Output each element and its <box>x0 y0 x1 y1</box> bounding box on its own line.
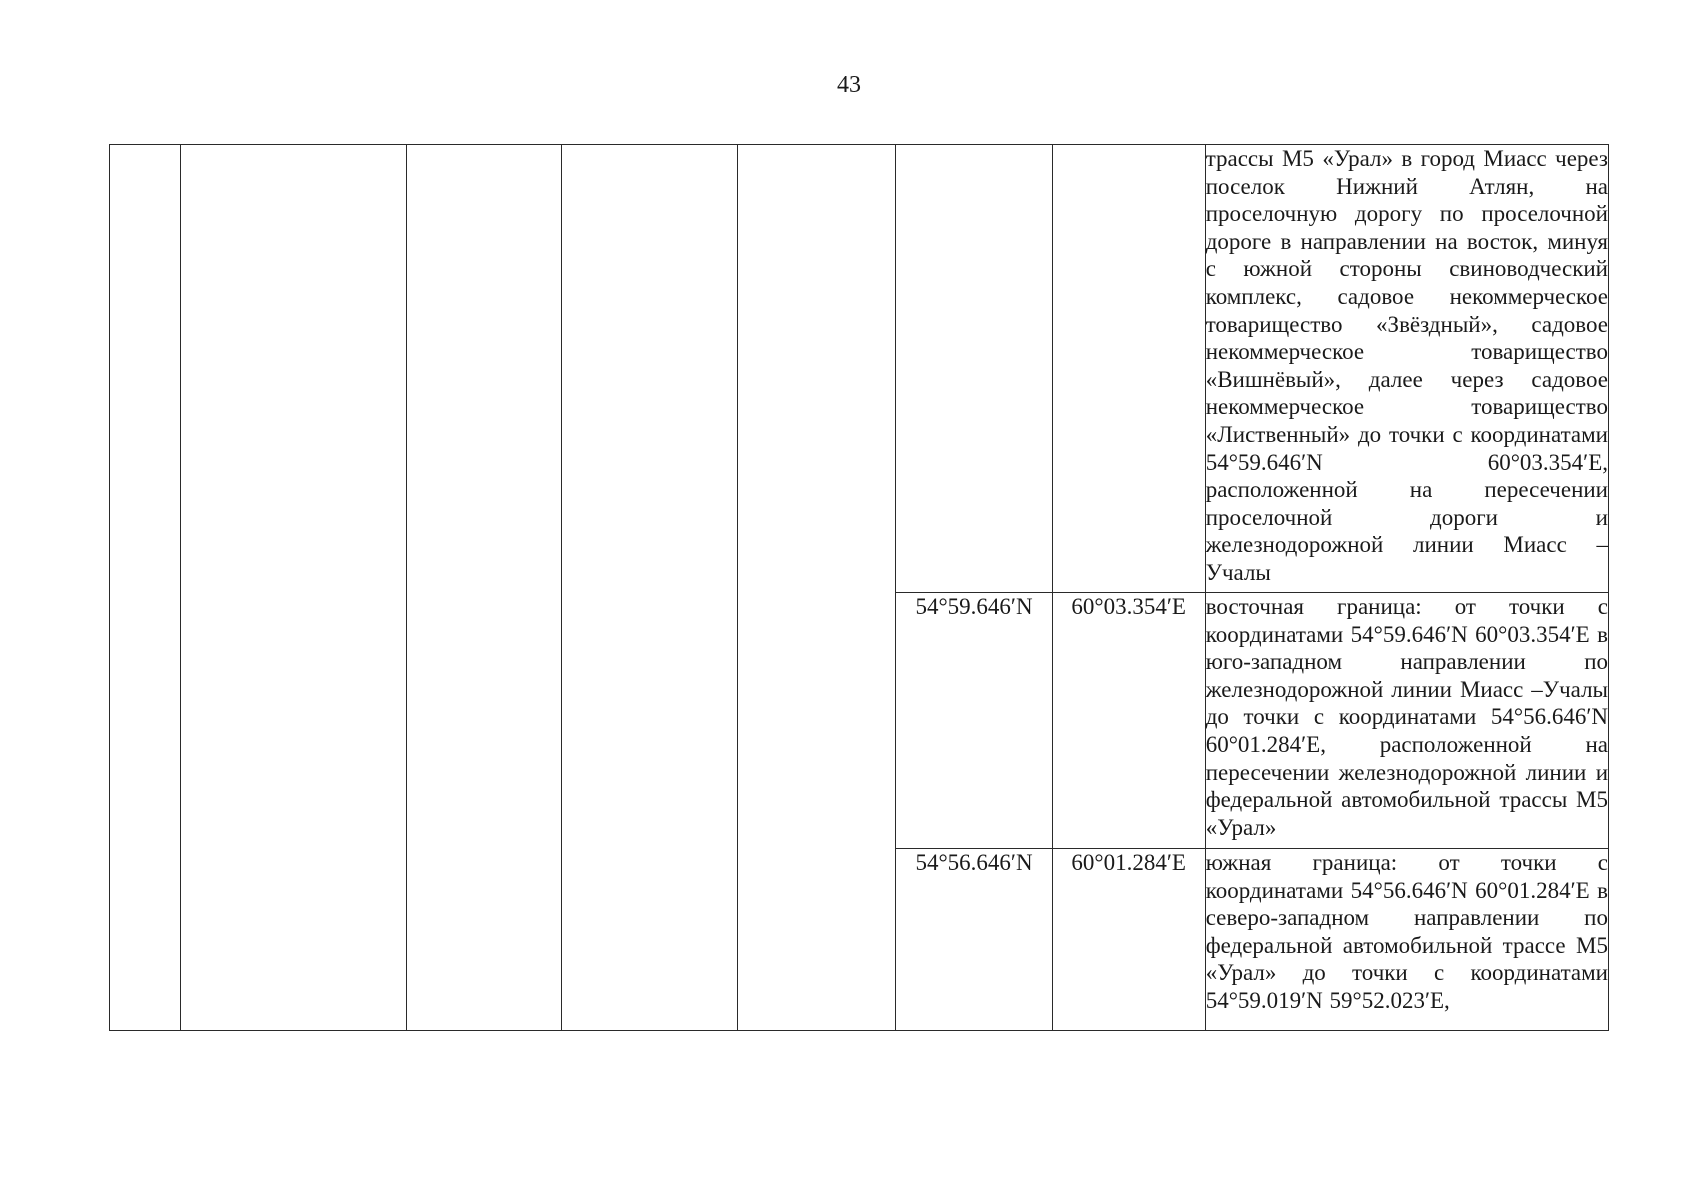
boundary-table <box>109 144 1609 1031</box>
latitude-cell <box>896 145 1052 593</box>
boundary-description: трассы М5 «Урал» в город Миасс через поселок Нижний Атлян, на проселочную дорогу по проселочной дороге в направлении на восток, минуя с южной стороны свиноводческий комплекс, садовое некоммерческое товарищество «Звёздный», садовое некоммерческое товарищество «Вишнёвый», далее через садовое некоммерческое товарищество «Лиственный» до точки с координатами 54°59.646′N 60°03.354′E, расположенной на пересечении проселочной дороги и железнодорожной линии Миасс – Учалы <box>1205 146 1608 585</box>
column-3-cell <box>406 145 561 1031</box>
boundary-description: восточная граница: от точки с координатами 54°59.646′N 60°03.354′E в юго-западном направлении по железнодорожной линии Миасс –Учалы до точки с координатами 54°56.646′N 60°01.284′E, расположенной на пересечении железнодорожной линии и федеральной автомобильной трассы М5 «Урал» <box>1205 594 1608 840</box>
column-2-cell <box>180 145 406 1031</box>
boundary-description: южная граница: от точки с координатами 54°56.646′N 60°01.284′E в северо-западном направлении по федеральной автомобильной трассе М5 «Урал» до точки с координатами 54°59.019′N 59°52.023′E, <box>1205 850 1608 1013</box>
longitude-cell <box>1052 145 1205 593</box>
latitude-cell: 54°59.646′N <box>896 593 1052 849</box>
page-number: 43 <box>837 72 861 98</box>
column-5-cell <box>738 145 896 1031</box>
longitude-cell: 60°03.354′E <box>1052 593 1205 849</box>
column-4-cell <box>561 145 737 1031</box>
table-row <box>110 145 1609 593</box>
boundary-description-cell <box>1205 145 1608 593</box>
latitude-cell: 54°56.646′N <box>896 849 1052 1031</box>
column-1-cell <box>110 145 181 1031</box>
longitude-cell: 60°01.284′E <box>1052 849 1205 1031</box>
boundary-description-cell <box>1205 849 1608 1031</box>
boundary-description-cell <box>1205 593 1608 849</box>
